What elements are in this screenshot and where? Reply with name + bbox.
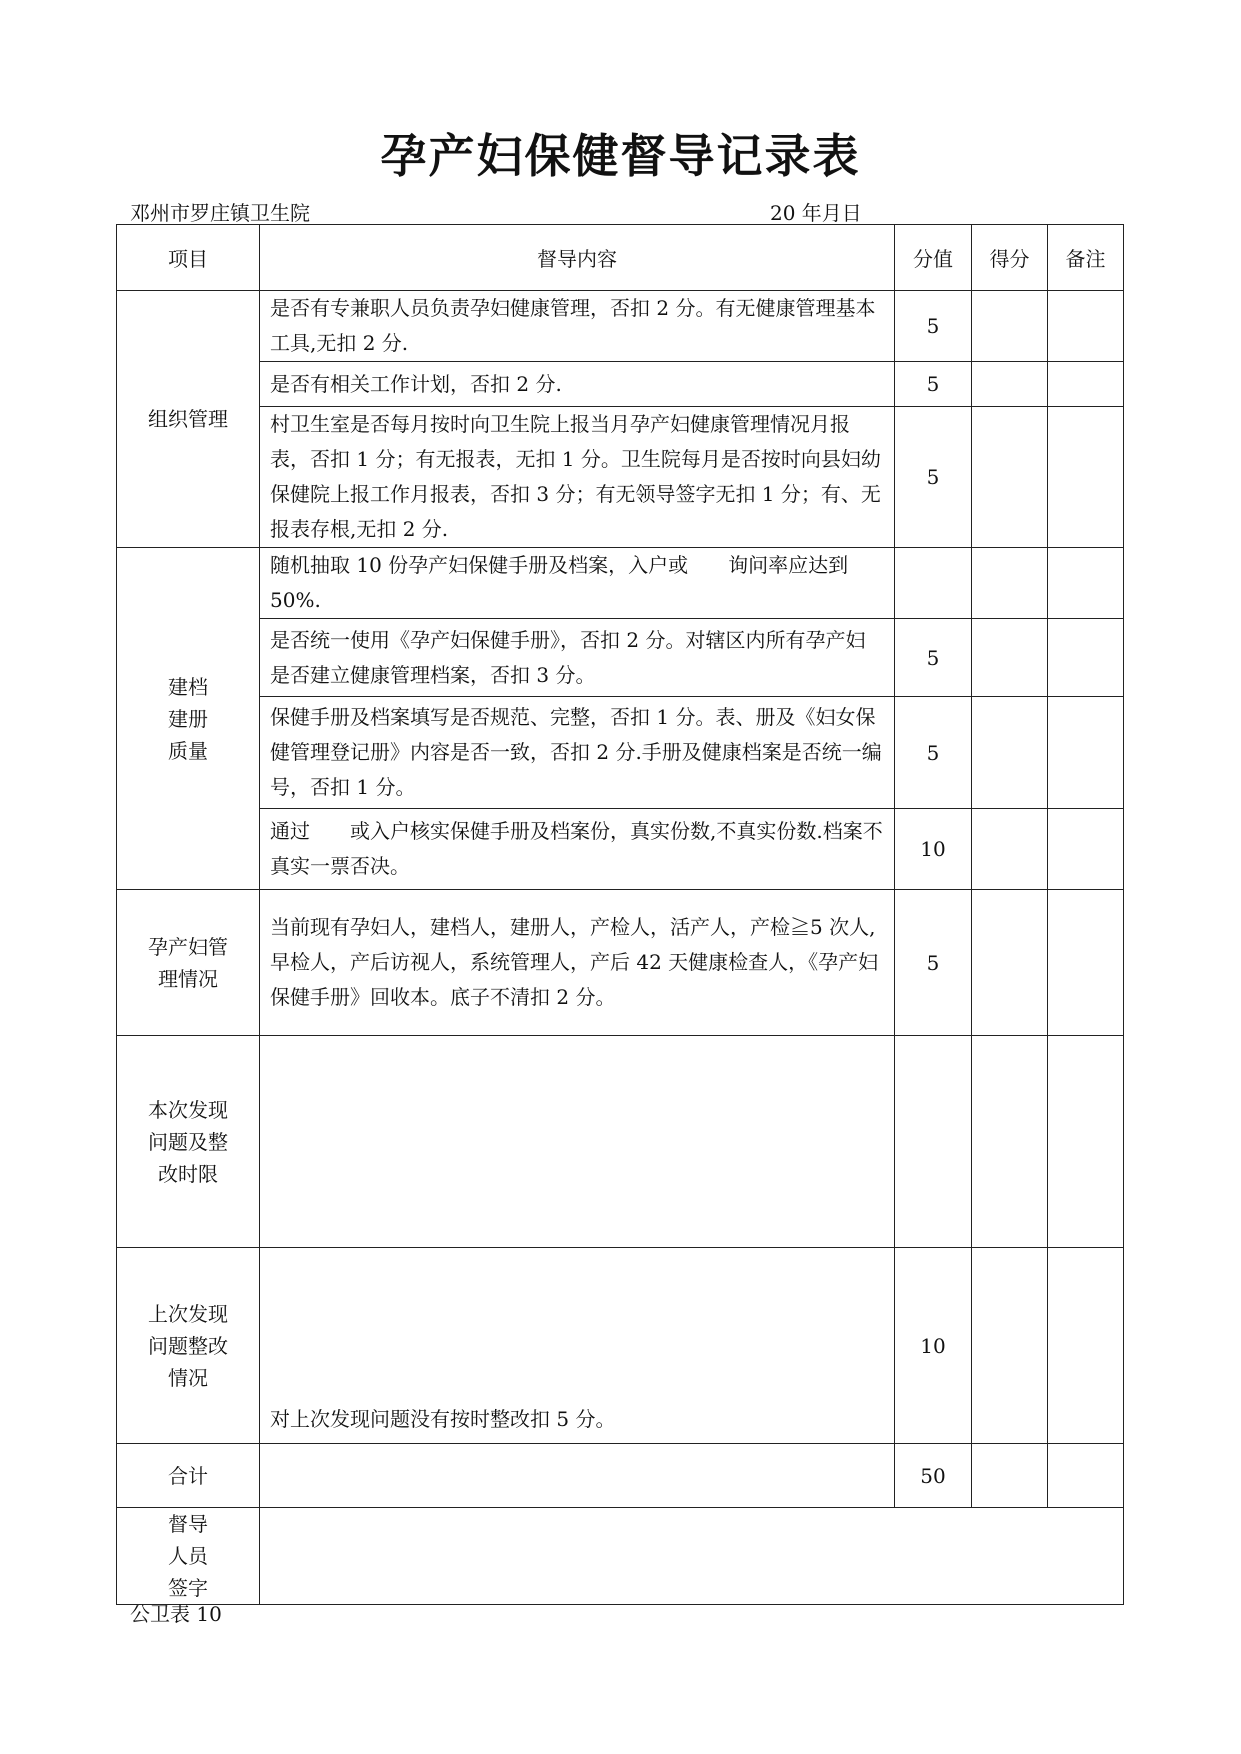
content-cell: 随机抽取 10 份孕产妇保健手册及档案，入户或 询问率应达到 50%. <box>260 548 895 619</box>
table-row <box>117 619 1124 697</box>
value-cell: 5 <box>895 619 972 697</box>
content-cell: 是否有相关工作计划，否扣 2 分. <box>260 362 895 407</box>
note-cell[interactable] <box>1048 1036 1124 1248</box>
signature-row <box>117 1508 1124 1605</box>
note-cell[interactable] <box>1048 697 1124 809</box>
form-code: 公卫表 10 <box>130 1602 222 1626</box>
header-content: 督导内容 <box>260 225 895 291</box>
value-cell: 5 <box>895 362 972 407</box>
item-previous-issues <box>117 1248 260 1444</box>
content-cell: 是否有专兼职人员负责孕妇健康管理，否扣 2 分。有无健康管理基本工具,无扣 2 分. <box>260 291 895 362</box>
table-header-row <box>117 225 1124 291</box>
value-cell <box>895 1036 972 1248</box>
table-row <box>117 407 1124 548</box>
form-title: 孕产妇保健督导记录表 <box>380 129 861 183</box>
value-cell <box>895 548 972 619</box>
note-cell[interactable] <box>1048 890 1124 1036</box>
table-row <box>117 1036 1124 1248</box>
table-row <box>117 1248 1124 1444</box>
item-archive-quality-label: 建档建册质量 <box>168 674 208 763</box>
score-cell[interactable] <box>972 1036 1048 1248</box>
content-cell <box>260 1444 895 1508</box>
inspection-date: 20 年月日 <box>770 201 862 225</box>
item-current-issues-label: 本次发现问题及整改时限 <box>148 1097 228 1186</box>
note-cell[interactable] <box>1048 1248 1124 1444</box>
value-cell: 5 <box>895 697 972 809</box>
item-org-management: 组织管理 <box>117 291 260 548</box>
table-row <box>117 362 1124 407</box>
score-cell[interactable] <box>972 407 1048 548</box>
table-row <box>117 890 1124 1036</box>
note-cell[interactable] <box>1048 619 1124 697</box>
content-cell: 对上次发现问题没有按时整改扣 5 分。 <box>260 1248 895 1444</box>
item-maternal-management <box>117 890 260 1036</box>
content-cell: 是否统一使用《孕产妇保健手册》，否扣 2 分。对辖区内所有孕产妇是否建立健康管理档案，否扣 3 分。 <box>260 619 895 697</box>
item-maternal-management-label: 孕产妇管理情况 <box>148 934 228 991</box>
signature-field[interactable] <box>260 1508 1124 1605</box>
score-cell[interactable] <box>972 697 1048 809</box>
item-total: 合计 <box>117 1444 260 1508</box>
value-cell: 10 <box>895 1248 972 1444</box>
note-cell[interactable] <box>1048 362 1124 407</box>
value-cell: 10 <box>895 809 972 890</box>
table-row <box>117 697 1124 809</box>
total-row <box>117 1444 1124 1508</box>
content-cell: 村卫生室是否每月按时向卫生院上报当月孕产妇健康管理情况月报表，否扣 1 分；有无报表，无扣 1 分。卫生院每月是否按时向县妇幼保健院上报工作月报表，否扣 3 分；有无领导签字无扣 1 分；有、无报表存根,无扣 2 分. <box>260 407 895 548</box>
score-cell[interactable] <box>972 362 1048 407</box>
score-cell[interactable] <box>972 548 1048 619</box>
item-signature <box>117 1508 260 1605</box>
supervision-record-table <box>116 224 1124 1605</box>
header-value: 分值 <box>895 225 972 291</box>
table-row <box>117 291 1124 362</box>
note-cell[interactable] <box>1048 548 1124 619</box>
note-cell[interactable] <box>1048 809 1124 890</box>
content-cell: 通过 或入户核实保健手册及档案份，真实份数,不真实份数.档案不真实一票否决。 <box>260 809 895 890</box>
institution-name: 邓州市罗庄镇卫生院 <box>130 201 310 225</box>
value-cell: 5 <box>895 890 972 1036</box>
value-cell: 5 <box>895 291 972 362</box>
header-item: 项目 <box>117 225 260 291</box>
note-cell[interactable] <box>1048 291 1124 362</box>
table-row <box>117 548 1124 619</box>
total-value-cell: 50 <box>895 1444 972 1508</box>
note-cell[interactable] <box>1048 1444 1124 1508</box>
content-cell: 当前现有孕妇人，建档人，建册人，产检人，活产人，产检≧5 次人,早检人，产后访视人，系统管理人，产后 42 天健康检查人，《孕产妇保健手册》回收本。底子不清扣 2 分。 <box>260 890 895 1036</box>
score-cell[interactable] <box>972 809 1048 890</box>
score-cell[interactable] <box>972 1248 1048 1444</box>
value-cell: 5 <box>895 407 972 548</box>
item-current-issues <box>117 1036 260 1248</box>
content-cell[interactable] <box>260 1036 895 1248</box>
item-previous-issues-label: 上次发现问题整改情况 <box>148 1301 228 1390</box>
header-note: 备注 <box>1048 225 1124 291</box>
score-cell[interactable] <box>972 890 1048 1036</box>
item-archive-quality <box>117 548 260 890</box>
header-score: 得分 <box>972 225 1048 291</box>
score-cell[interactable] <box>972 291 1048 362</box>
content-cell: 保健手册及档案填写是否规范、完整，否扣 1 分。表、册及《妇女保健管理登记册》内容是否一致，否扣 2 分.手册及健康档案是否统一编号，否扣 1 分。 <box>260 697 895 809</box>
score-cell[interactable] <box>972 619 1048 697</box>
item-signature-label: 督导人员签字 <box>168 1512 208 1600</box>
note-cell[interactable] <box>1048 407 1124 548</box>
total-score-cell[interactable] <box>972 1444 1048 1508</box>
table-row <box>117 809 1124 890</box>
